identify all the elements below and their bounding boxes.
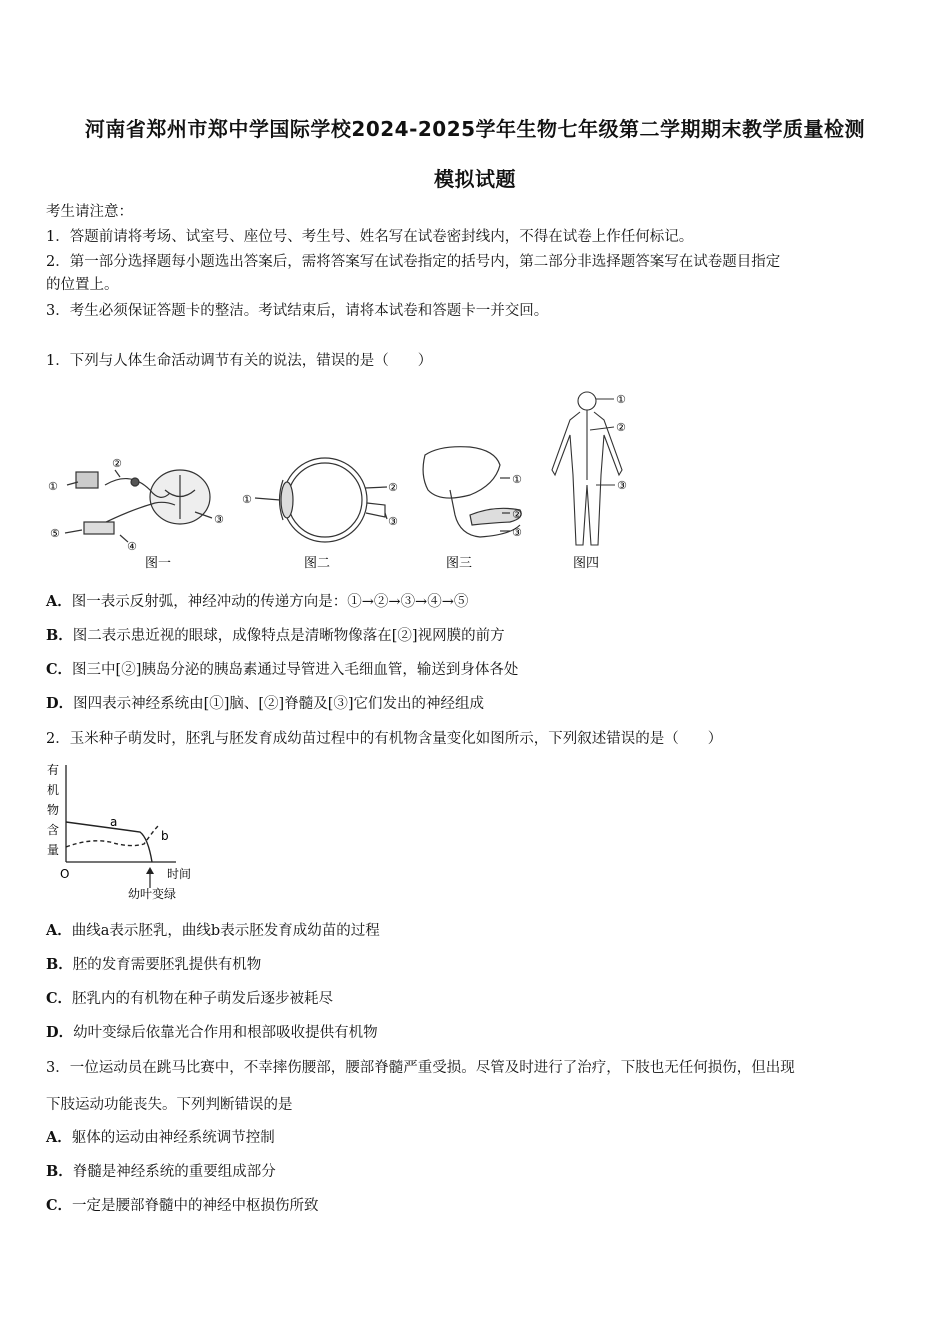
figure-caption-3: 图三 xyxy=(446,556,473,571)
y-label-char: 物 xyxy=(47,803,60,817)
question-2-stem: 2．玉米种子萌发时，胚乳与胚发育成幼苗过程中的有机物含量变化如图所示，下列叙述错误的是（ ） xyxy=(46,731,723,747)
notice-item: 2．第一部分选择题每小题选出答案后，需将答案写在试卷指定的括号内，第二部分非选择题答案写在试卷题目指定 xyxy=(46,254,781,270)
q1-option-b: B．图二表示患近视的眼球，成像特点是清晰物像落在[②]视网膜的前方 xyxy=(46,627,505,644)
q2-option-d: D．幼叶变绿后依靠光合作用和根部吸收提供有机物 xyxy=(46,1024,378,1041)
fig4-mark-3: ③ xyxy=(617,479,627,492)
curve-a-label: a xyxy=(110,815,118,829)
fig1-mark-3: ③ xyxy=(214,513,224,526)
fig2-mark-3: ③ xyxy=(388,515,398,528)
figure-caption-2: 图二 xyxy=(304,556,331,571)
page-subtitle: 模拟试题 xyxy=(434,167,516,191)
arrow-head xyxy=(146,867,154,874)
q3-option-a: A．躯体的运动由神经系统调节控制 xyxy=(46,1129,275,1146)
fig3-mark-3: ③ xyxy=(512,526,522,539)
figure-caption-4: 图四 xyxy=(573,556,600,571)
q3-option-b: B．脊髓是神经系统的重要组成部分 xyxy=(46,1163,276,1180)
reflex-arc-figure xyxy=(65,470,212,542)
q1-option-a: A．图一表示反射弧，神经冲动的传递方向是：①→②→③→④→⑤ xyxy=(46,593,469,610)
fig2-mark-1: ① xyxy=(242,493,252,506)
liver-pancreas-figure xyxy=(423,447,521,537)
curve-b-label: b xyxy=(161,829,169,843)
notice-item: 1．答题前请将考场、试室号、座位号、考生号、姓名写在试卷密封线内，不得在试卷上作任何标记。 xyxy=(46,229,694,245)
notice-item: 3．考生必须保证答题卡的整洁。考试结束后，请将本试卷和答题卡一并交回。 xyxy=(46,303,549,319)
q2-option-b: B．胚的发育需要胚乳提供有机物 xyxy=(46,956,262,973)
fig3-mark-1: ① xyxy=(512,473,522,486)
y-label-char: 机 xyxy=(47,783,60,797)
page-title: 河南省郑州市郑中学国际学校2024-2025学年生物七年级第二学期期末教学质量检测 xyxy=(84,117,866,141)
question-2-graph xyxy=(40,760,210,910)
y-label-char: 含 xyxy=(47,823,60,837)
question-1-stem: 1．下列与人体生命活动调节有关的说法，错误的是（ ） xyxy=(46,353,433,369)
notice-heading: 考生请注意： xyxy=(46,204,133,220)
x-axis-label: 时间 xyxy=(167,867,192,881)
fig1-mark-5: ⑤ xyxy=(50,527,60,540)
notice-item: 的位置上。 xyxy=(46,277,119,293)
y-label-char: 有 xyxy=(47,763,60,777)
question-1-figures xyxy=(40,385,660,575)
q3-option-c: C．一定是腰部脊髓中的神经中枢损伤所致 xyxy=(46,1197,319,1214)
origin-label: O xyxy=(60,867,70,881)
fig2-mark-2: ② xyxy=(388,481,398,494)
nervous-system-figure xyxy=(552,392,622,545)
arrow-label: 幼叶变绿 xyxy=(128,887,177,901)
q1-option-d: D．图四表示神经系统由[①]脑、[②]脊髓及[③]它们发出的神经组成 xyxy=(46,695,485,712)
fig3-mark-2: ② xyxy=(512,508,522,521)
fig1-mark-1: ① xyxy=(48,480,58,493)
fig4-mark-2: ② xyxy=(616,421,626,434)
q2-option-c: C．胚乳内的有机物在种子萌发后逐步被耗尽 xyxy=(46,990,334,1007)
figure-caption-1: 图一 xyxy=(145,556,172,571)
q2-option-a: A．曲线a表示胚乳，曲线b表示胚发育成幼苗的过程 xyxy=(46,922,380,939)
fig1-mark-2: ② xyxy=(112,457,122,470)
eyeball-figure xyxy=(255,458,387,542)
fig1-mark-4: ④ xyxy=(127,540,137,553)
question-3-stem: 3．一位运动员在跳马比赛中，不幸摔伤腰部，腰部脊髓严重受损。尽管及时进行了治疗，下肢也无任何损伤，但出现 xyxy=(46,1060,795,1076)
y-label-char: 量 xyxy=(47,843,60,857)
fig4-mark-1: ① xyxy=(616,393,626,406)
q1-option-c: C．图三中[②]胰岛分泌的胰岛素通过导管进入毛细血管，输送到身体各处 xyxy=(46,661,519,678)
question-3-stem-cont: 下肢运动功能丧失。下列判断错误的是 xyxy=(46,1097,293,1113)
